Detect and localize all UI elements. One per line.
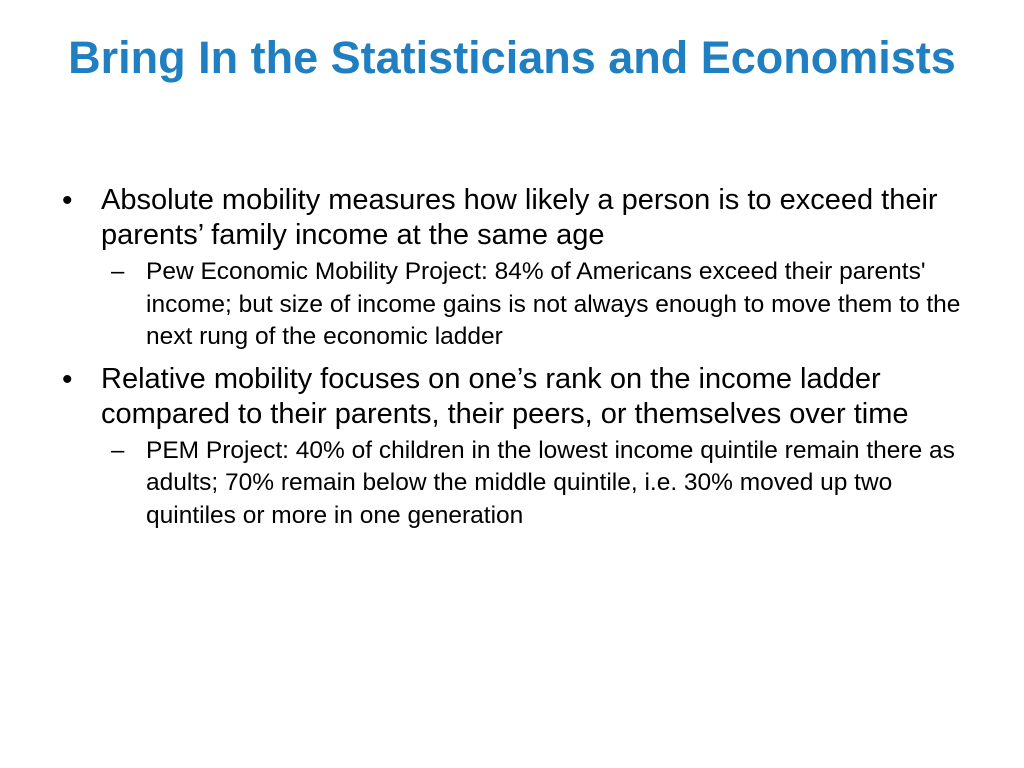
sub-bullet-text: Pew Economic Mobility Project: 84% of Americans exceed their parents' income; but size of income gains is not always enough to move them to the next rung of the economic ladder — [146, 258, 961, 350]
bullet-text: Relative mobility focuses on one’s rank on the income ladder compared to their parents, their peers, or themselves over time — [101, 362, 909, 430]
sub-bullet-text: PEM Project: 40% of children in the lowest income quintile remain there as adults; 70% remain below the middle quintile, i.e. 30% moved up two quintiles or more in one generation — [146, 436, 955, 529]
sub-bullet-item — [101, 256, 970, 354]
dash-icon: – — [111, 436, 125, 464]
dash-icon: – — [111, 258, 125, 285]
sub-bullet-item — [101, 435, 970, 533]
slide-title: Bring In the Statisticians and Economists — [68, 32, 956, 83]
sub-bullet-list — [101, 256, 970, 354]
bullet-text: Absolute mobility measures how likely a person is to exceed their parents’ family income at the same age — [101, 184, 938, 251]
bullet-list — [60, 183, 970, 540]
bullet-item — [60, 183, 970, 354]
bullet-item — [60, 362, 970, 533]
bullet-dot-icon: • — [62, 184, 73, 217]
sub-bullet-list — [101, 435, 970, 533]
bullet-dot-icon: • — [62, 362, 73, 396]
